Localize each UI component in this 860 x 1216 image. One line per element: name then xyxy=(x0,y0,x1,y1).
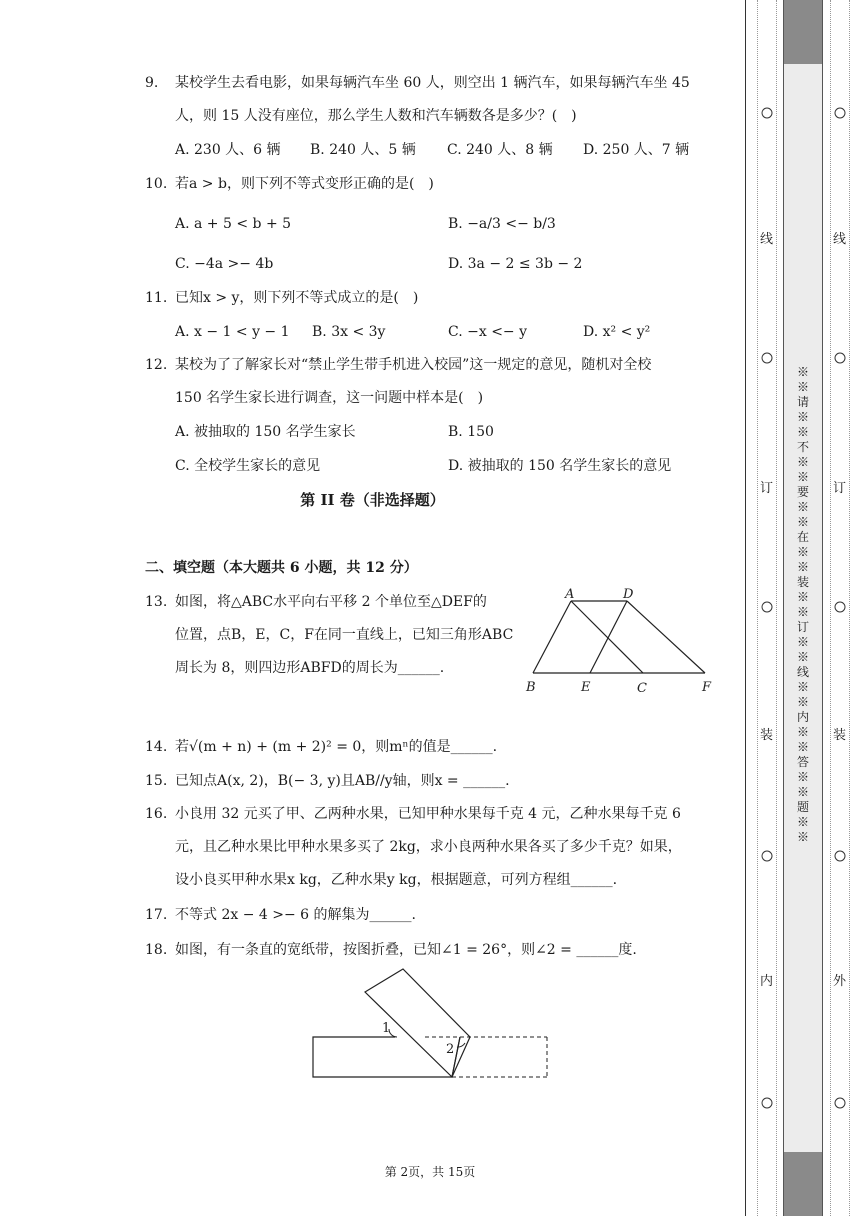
question-text-line3: 设小良买甲种水果x kg，乙种水果y kg，根据题意，可列方程组______. xyxy=(175,872,618,888)
binding-label-inner: 内 xyxy=(760,974,774,989)
label-d: D xyxy=(623,587,634,602)
question-number: 13. xyxy=(145,594,168,610)
option-a: A. a + 5 < b + 5 xyxy=(175,216,292,232)
question-number: 17. xyxy=(145,907,168,923)
option-d: D. x² < y² xyxy=(583,324,651,340)
label-a: A xyxy=(565,587,575,602)
angle-2-label: 2 xyxy=(446,1042,455,1057)
option-b: B. 3x < 3y xyxy=(312,324,386,340)
binding-label-bind: 装 xyxy=(760,728,774,743)
question-text: 小良用 32 元买了甲、乙两种水果，已知甲种水果每千克 4 元，乙种水果每千克 6 xyxy=(175,806,681,822)
question-text-line3: 周长为 8，则四边形ABFD的周长为______. xyxy=(175,660,445,676)
question-text: 已知点A(x, 2)，B(− 3, y)且AB//y轴，则x = ______. xyxy=(175,773,510,789)
option-d: D. 3a − 2 ≤ 3b − 2 xyxy=(448,256,583,272)
label-c: C xyxy=(637,681,647,696)
option-d: D. 被抽取的 150 名学生家长的意见 xyxy=(448,458,672,474)
question-text: 不等式 2x − 4 >− 6 的解集为______. xyxy=(175,907,416,923)
question-number: 12. xyxy=(145,357,168,373)
figure-folded-strip xyxy=(305,965,555,1085)
option-d: D. 250 人、7 辆 xyxy=(583,142,690,158)
binding-label-outer: 外 xyxy=(833,974,847,989)
option-b: B. −a/3 <− b/3 xyxy=(448,216,556,232)
label-b: B xyxy=(526,680,536,695)
question-text: 已知x > y，则下列不等式成立的是( ) xyxy=(175,290,419,306)
warning-strip xyxy=(783,0,823,1216)
question-text: 某校学生去看电影，如果每辆汽车坐 60 人，则空出 1 辆汽车，如果每辆汽车坐 45 xyxy=(175,75,690,91)
question-text-line2: 150 名学生家长进行调查，这一问题中样本是( ) xyxy=(175,390,484,406)
label-e: E xyxy=(581,680,591,695)
question-number: 16. xyxy=(145,806,168,822)
binding-label-bind-outer: 装 xyxy=(833,728,847,743)
option-a: A. x − 1 < y − 1 xyxy=(175,324,290,340)
binding-label-line: 线 xyxy=(760,232,774,247)
angle-1-label: 1 xyxy=(382,1021,391,1036)
option-c: C. 全校学生家长的意见 xyxy=(175,458,321,474)
question-number: 18. xyxy=(145,942,168,958)
option-c: C. −4a >− 4b xyxy=(175,256,274,272)
question-text: 若√(m + n) + (m + 2)² = 0，则mⁿ的值是______. xyxy=(175,739,498,755)
question-text: 某校为了了解家长对“禁止学生带手机进入校园”这一规定的意见，随机对全校 xyxy=(175,357,652,373)
question-number: 14. xyxy=(145,739,168,755)
warning-text: ※※请※※不※※要※※在※※装※※订※※线※※内※※答※※题※※ xyxy=(796,365,809,844)
option-b: B. 150 xyxy=(448,424,494,440)
option-a: A. 230 人、6 辆 xyxy=(175,142,281,158)
question-text: 如图，将△ABC水平向右平移 2 个单位至△DEF的 xyxy=(175,594,487,610)
question-text-line2: 位置，点B，E，C，F在同一直线上，已知三角形ABC xyxy=(175,627,514,643)
question-text: 如图，有一条直的宽纸带，按图折叠，已知∠1 = 26°，则∠2 = ______度. xyxy=(175,942,637,958)
option-c: C. 240 人、8 辆 xyxy=(447,142,553,158)
question-number: 15. xyxy=(145,773,168,789)
outer-cut-line xyxy=(830,0,850,1216)
question-text-line2: 元，且乙种水果比甲种水果多买了 2kg，求小良两种水果各买了多少千克？如果， xyxy=(175,839,682,855)
inner-cut-line xyxy=(757,0,777,1216)
part-heading: 二、填空题（本大题共 6 小题，共 12 分） xyxy=(145,560,418,576)
question-number: 10. xyxy=(145,176,168,192)
binding-label-order-outer: 订 xyxy=(833,481,847,496)
binding-label-order: 订 xyxy=(760,481,774,496)
question-text: 若a > b，则下列不等式变形正确的是( ) xyxy=(175,176,434,192)
option-a: A. 被抽取的 150 名学生家长 xyxy=(175,424,356,440)
question-number: 9. xyxy=(145,75,159,91)
question-number: 11. xyxy=(145,290,168,306)
option-b: B. 240 人、5 辆 xyxy=(310,142,416,158)
option-c: C. −x <− y xyxy=(448,324,528,340)
figure-translation-triangles xyxy=(520,585,720,700)
question-text-line2: 人，则 15 人没有座位，那么学生人数和汽车辆数各是多少？( ) xyxy=(175,108,577,124)
label-f: F xyxy=(702,680,712,695)
page-footer: 第 2页，共 15页 xyxy=(384,1165,476,1179)
binding-label-line-outer: 线 xyxy=(833,232,847,247)
section-title: 第 II 卷（非选择题） xyxy=(300,491,445,509)
